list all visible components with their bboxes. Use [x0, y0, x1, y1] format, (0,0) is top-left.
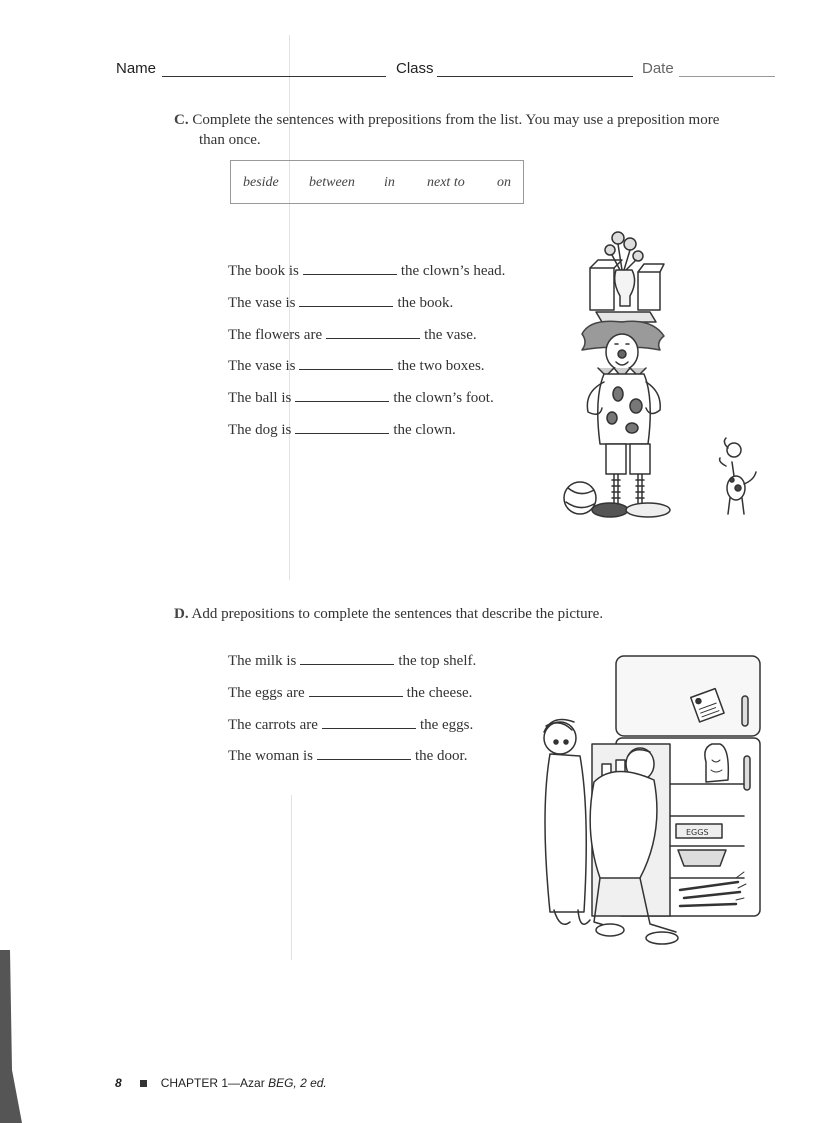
dog	[720, 438, 756, 514]
section-d-instruction	[174, 604, 603, 624]
left-box	[590, 268, 614, 310]
clown-illustration	[560, 222, 760, 522]
word-item: on	[497, 175, 511, 190]
sentence-c-3	[228, 326, 477, 344]
section-c-letter: C.	[174, 112, 189, 128]
clown-body	[598, 374, 651, 444]
section-c-instruction	[174, 110, 719, 130]
freezer-door	[616, 656, 760, 736]
egg-label: EGGS	[686, 828, 709, 837]
sentence-end: the eggs.	[419, 717, 474, 733]
date-label: Date	[642, 60, 674, 77]
sentence-start: The dog is	[228, 422, 292, 438]
sentence-start: The carrots are	[228, 717, 318, 733]
sentence-start: The book is	[228, 263, 299, 279]
date-blank	[679, 76, 775, 77]
square-bullet-icon	[140, 1080, 147, 1087]
sentence-start: The ball is	[228, 390, 292, 406]
sentence-end: the clown’s head.	[400, 263, 506, 279]
word-item: between	[309, 175, 355, 190]
book	[596, 312, 656, 322]
sentence-start: The eggs are	[228, 685, 305, 701]
word-list-box	[230, 160, 524, 204]
sentence-start: The vase is	[228, 358, 296, 374]
fold-line	[291, 795, 292, 960]
answer-blank[interactable]	[300, 652, 394, 665]
answer-blank[interactable]	[303, 262, 397, 275]
flowers	[605, 232, 643, 270]
sentence-end: the vase.	[424, 327, 477, 343]
sentence-d-2	[228, 684, 472, 702]
answer-blank[interactable]	[322, 716, 416, 729]
sentence-end: the book.	[397, 295, 454, 311]
answer-blank[interactable]	[295, 389, 389, 402]
sentence-end: the top shelf.	[398, 653, 477, 669]
answer-blank[interactable]	[326, 326, 420, 339]
chapter-label: CHAPTER 1—Azar	[160, 1076, 265, 1090]
section-c-instruction-line1: Complete the sentences with prepositions from the list. You may use a preposition more	[192, 112, 720, 128]
sentence-c-5	[228, 389, 494, 407]
answer-blank[interactable]	[299, 294, 393, 307]
sentence-end: the cheese.	[406, 685, 473, 701]
word-item: in	[384, 175, 395, 190]
book-label: BEG, 2 ed.	[268, 1076, 327, 1090]
cheese	[678, 850, 726, 866]
class-label: Class	[396, 60, 434, 77]
name-label: Name	[116, 60, 157, 77]
sentence-c-4	[228, 357, 485, 375]
vase	[615, 270, 635, 306]
sentence-start: The vase is	[228, 295, 296, 311]
sentence-start: The woman is	[228, 748, 313, 764]
section-d-letter: D.	[174, 606, 189, 622]
scan-edge-shadow	[0, 950, 22, 1123]
sentence-c-1	[228, 262, 505, 280]
section-c-instruction-line2: than once.	[199, 132, 261, 148]
page-footer	[115, 1076, 327, 1090]
ball	[564, 482, 596, 514]
sentence-end: the clown’s foot.	[393, 390, 494, 406]
woman	[544, 720, 590, 925]
sentence-end: the two boxes.	[397, 358, 485, 374]
page-number: 8	[115, 1076, 122, 1090]
section-d-instruction-text: Add prepositions to complete the sentences that describe the picture.	[191, 606, 604, 622]
answer-blank[interactable]	[309, 684, 403, 697]
sentence-start: The milk is	[228, 653, 297, 669]
sentence-end: the door.	[414, 748, 468, 764]
sentence-d-1	[228, 652, 476, 670]
sentence-start: The flowers are	[228, 327, 323, 343]
answer-blank[interactable]	[317, 747, 411, 760]
milk-jug	[705, 744, 728, 782]
word-item: next to	[427, 175, 465, 190]
class-blank	[437, 76, 633, 77]
refrigerator-illustration	[530, 652, 766, 952]
sentence-c-2	[228, 294, 453, 312]
sentence-d-3	[228, 716, 473, 734]
answer-blank[interactable]	[295, 421, 389, 434]
sentence-d-4	[228, 747, 467, 765]
word-item: beside	[243, 175, 279, 190]
right-box	[638, 272, 660, 310]
sentence-end: the clown.	[393, 422, 456, 438]
sentence-c-6	[228, 421, 456, 439]
answer-blank[interactable]	[299, 357, 393, 370]
name-blank	[162, 76, 386, 77]
